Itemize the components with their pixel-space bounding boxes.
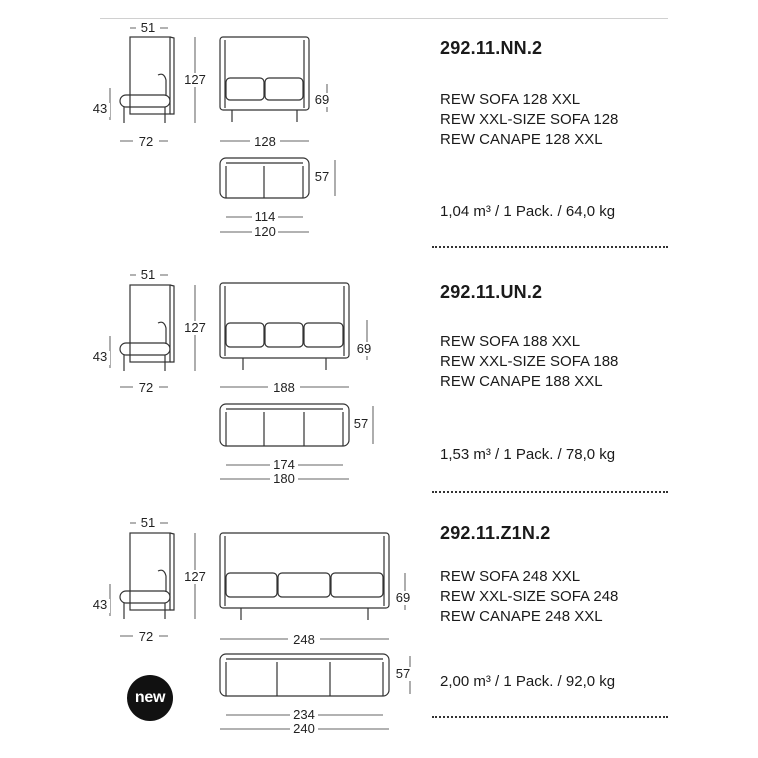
dim-outer-width: 180 <box>273 471 295 486</box>
side-view <box>120 533 174 619</box>
dim-height: 127 <box>184 320 206 335</box>
product-block-2 <box>0 250 758 495</box>
product-name-2: REW XXL-SIZE SOFA 188 <box>440 353 619 370</box>
dim-height: 127 <box>184 569 206 584</box>
dim-seat-height: 43 <box>92 101 108 116</box>
product-code: 292.11.NN.2 <box>440 38 543 58</box>
product-drawing-1 <box>0 0 430 245</box>
dim-side-total-depth: 72 <box>138 629 154 644</box>
dim-inner-width: 114 <box>254 209 276 224</box>
dim-side-depth: 51 <box>140 20 156 35</box>
front-view <box>220 283 349 370</box>
product-name-2: REW XXL-SIZE SOFA 128 <box>440 111 619 128</box>
dim-inner-width: 174 <box>273 457 295 472</box>
top-view <box>220 404 349 446</box>
dim-top-depth: 57 <box>314 169 330 184</box>
packaging-info: 2,00 m³ / 1 Pack. / 92,0 kg <box>440 673 616 690</box>
top-view <box>220 654 389 696</box>
product-name-1: REW SOFA 188 XXL <box>440 333 581 350</box>
front-view <box>220 533 389 620</box>
top-view <box>220 158 309 198</box>
dim-side-depth: 51 <box>140 515 156 530</box>
front-view <box>220 37 309 122</box>
dotted-separator <box>432 246 668 248</box>
product-code: 292.11.Z1N.2 <box>440 523 551 543</box>
product-name-3: REW CANAPE 128 XXL <box>440 131 603 148</box>
dim-seat-height: 43 <box>92 597 108 612</box>
product-name-1: REW SOFA 248 XXL <box>440 568 581 585</box>
dim-inner-width: 234 <box>293 707 315 722</box>
product-drawing-2 <box>0 250 430 495</box>
dotted-separator <box>432 716 668 718</box>
product-name-1: REW SOFA 128 XXL <box>440 91 581 108</box>
dim-side-depth: 51 <box>140 267 156 282</box>
product-block-3 <box>0 497 758 742</box>
dim-seat-height: 43 <box>92 349 108 364</box>
product-name-3: REW CANAPE 188 XXL <box>440 373 603 390</box>
dotted-separator <box>432 491 668 493</box>
dim-outer-width: 120 <box>254 224 276 239</box>
dim-side-total-depth: 72 <box>138 134 154 149</box>
new-badge: new <box>127 675 173 721</box>
side-view <box>120 37 174 123</box>
dim-front-width: 128 <box>254 134 276 149</box>
product-name-3: REW CANAPE 248 XXL <box>440 608 603 625</box>
dim-front-width: 248 <box>293 632 315 647</box>
packaging-info: 1,04 m³ / 1 Pack. / 64,0 kg <box>440 203 616 220</box>
dim-top-depth: 57 <box>353 416 369 431</box>
product-drawing-3 <box>0 497 430 742</box>
side-view <box>120 285 174 371</box>
product-code: 292.11.UN.2 <box>440 282 543 302</box>
dim-side-total-depth: 72 <box>138 380 154 395</box>
dim-top-depth: 57 <box>395 666 411 681</box>
dim-height: 127 <box>184 72 206 87</box>
dim-arm-height: 69 <box>395 590 411 605</box>
product-block-1 <box>0 0 758 245</box>
dim-arm-height: 69 <box>314 92 330 107</box>
product-name-2: REW XXL-SIZE SOFA 248 <box>440 588 619 605</box>
dim-arm-height: 69 <box>356 341 372 356</box>
dim-front-width: 188 <box>273 380 295 395</box>
packaging-info: 1,53 m³ / 1 Pack. / 78,0 kg <box>440 446 616 463</box>
dim-outer-width: 240 <box>293 721 315 736</box>
